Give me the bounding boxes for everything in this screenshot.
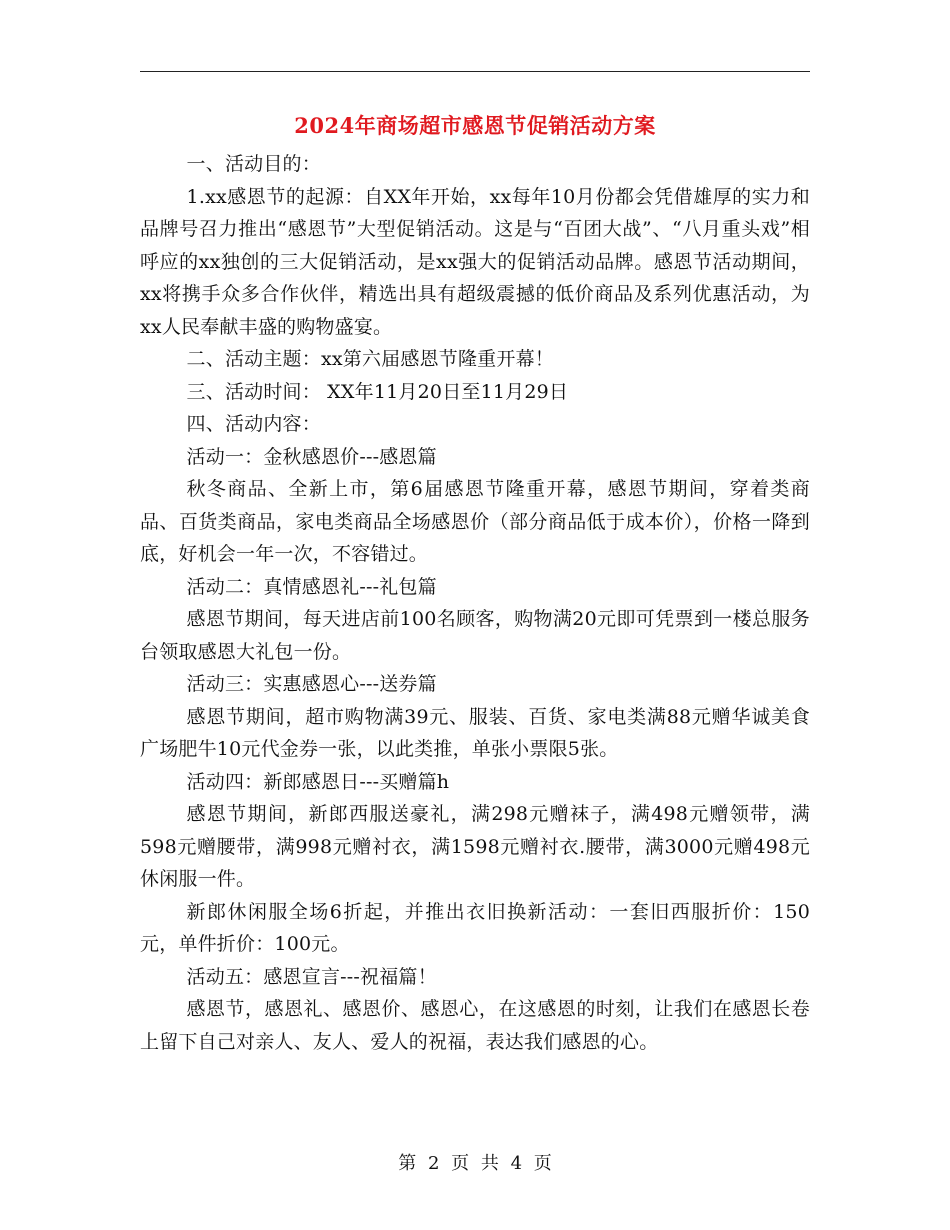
paragraph: 活动五：感恩宣言---祝福篇！: [186, 965, 437, 988]
paragraph: 一、活动目的：: [186, 153, 321, 175]
header-rule: [140, 71, 810, 72]
paragraph: 新郎休闲服全场6折起，并推出衣旧换新活动：一套旧西服折价：150元，单件折价：100元。: [140, 900, 810, 955]
paragraph: 二、活动主题：xx第六届感恩节隆重开幕！: [186, 348, 554, 370]
paragraph: 四、活动内容：: [186, 413, 321, 435]
paragraph: 感恩节期间，新郎西服送豪礼，满298元赠袜子，满498元赠领带，满598元赠腰带，满998元赠衬衣，满1598元赠衬衣.腰带，满3000元赠498元休闲服一件。: [140, 803, 810, 890]
paragraph: 活动一：金秋感恩价---感恩篇: [186, 445, 437, 468]
paragraph: 活动二：真情感恩礼---礼包篇: [186, 575, 437, 598]
page-number-footer: 第 2 页 共 4 页: [398, 1153, 552, 1174]
document-body: [140, 148, 810, 1058]
paragraph: 活动四：新郎感恩日---买赠篇h: [186, 770, 450, 793]
paragraph: 感恩节，感恩礼、感恩价、感恩心，在这感恩的时刻，让我们在感恩长卷上留下自己对亲人、友人、爱人的祝福，表达我们感恩的心。: [140, 998, 810, 1053]
paragraph: 感恩节期间，每天进店前100名顾客，购物满20元即可凭票到一楼总服务台领取感恩大礼包一份。: [140, 608, 810, 663]
paragraph: 感恩节期间，超市购物满39元、服装、百货、家电类满88元赠华诚美食广场肥牛10元代金券一张，以此类推，单张小票限5张。: [140, 705, 810, 760]
paragraph: 秋冬商品、全新上市，第6届感恩节隆重开幕，感恩节期间，穿着类商品、百货类商品，家电类商品全场感恩价（部分商品低于成本价），价格一降到底，好机会一年一次，不容错过。: [140, 478, 810, 565]
document-title: 2024年商场超市感恩节促销活动方案: [294, 113, 656, 138]
paragraph: 三、活动时间： XX年11月20日至11月29日: [186, 380, 569, 403]
paragraph: 1.xx感恩节的起源：自XX年开始，xx每年10月份都会凭借雄厚的实力和品牌号召力推出“感恩节”大型促销活动。这是与“百团大战”、“八月重头戏”相呼应的xx独创的三大促销活动，是xx强大的促销活动品牌。感恩节活动期间，xx将携手众多合作伙伴，精选出具有超级震撼的低价商品及系列优惠活动，为xx人民奉献丰盛的购物盛宴。: [140, 185, 810, 338]
paragraph: 活动三：实惠感恩心---送券篇: [186, 673, 437, 695]
